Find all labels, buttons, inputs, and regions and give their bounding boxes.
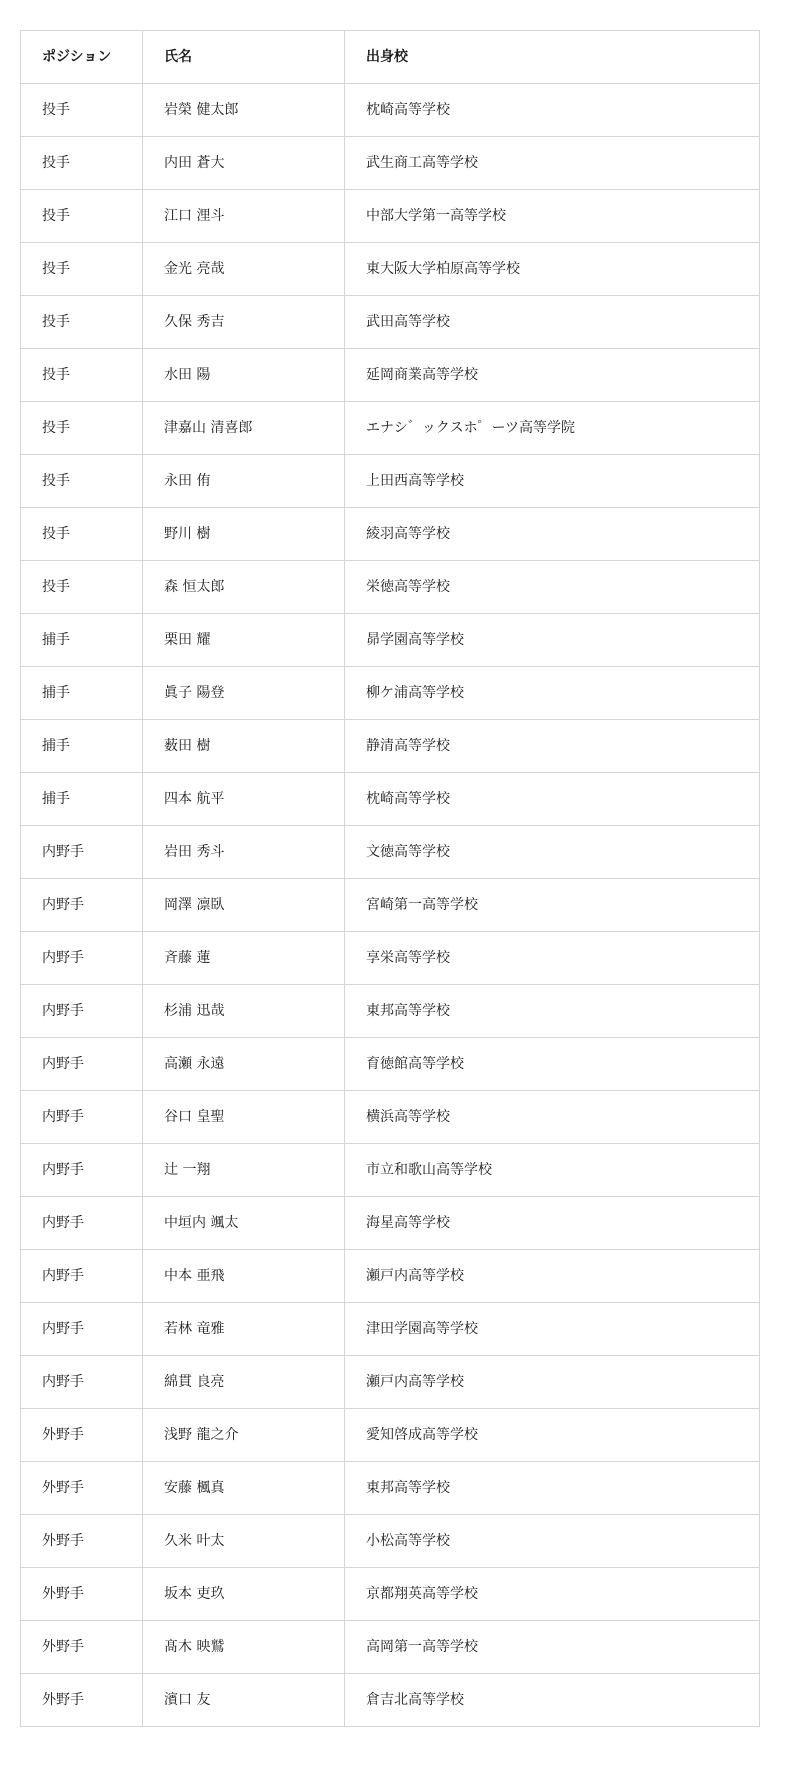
table-row bbox=[21, 137, 760, 190]
table-row bbox=[21, 84, 760, 137]
table-row bbox=[21, 720, 760, 773]
player-name-cell: 江口 浬斗 bbox=[143, 190, 345, 243]
roster-table bbox=[20, 30, 760, 1727]
player-name-cell: 岩榮 健太郎 bbox=[143, 84, 345, 137]
table-row bbox=[21, 243, 760, 296]
player-name-cell: 内田 蒼大 bbox=[143, 137, 345, 190]
player-name-cell: 浅野 龍之介 bbox=[143, 1409, 345, 1462]
position-cell: 投手 bbox=[21, 402, 143, 455]
table-header bbox=[21, 31, 760, 84]
school-cell: 上田西高等学校 bbox=[345, 455, 760, 508]
player-name-cell: 坂本 吏玖 bbox=[143, 1568, 345, 1621]
player-name-cell: 栗田 耀 bbox=[143, 614, 345, 667]
school-cell: 瀬戸内高等学校 bbox=[345, 1250, 760, 1303]
school-cell: 愛知啓成高等学校 bbox=[345, 1409, 760, 1462]
position-cell: 投手 bbox=[21, 296, 143, 349]
school-cell: 宮崎第一高等学校 bbox=[345, 879, 760, 932]
school-cell: 静清高等学校 bbox=[345, 720, 760, 773]
position-cell: 内野手 bbox=[21, 1144, 143, 1197]
position-cell: 内野手 bbox=[21, 1250, 143, 1303]
table-row bbox=[21, 1356, 760, 1409]
table-row bbox=[21, 1197, 760, 1250]
position-cell: 外野手 bbox=[21, 1515, 143, 1568]
column-header-name: 氏名 bbox=[143, 31, 345, 84]
school-cell: 延岡商業高等学校 bbox=[345, 349, 760, 402]
school-cell: 横浜高等学校 bbox=[345, 1091, 760, 1144]
player-name-cell: 綿貫 良亮 bbox=[143, 1356, 345, 1409]
position-cell: 投手 bbox=[21, 243, 143, 296]
player-name-cell: 水田 陽 bbox=[143, 349, 345, 402]
player-name-cell: 岡澤 凛臥 bbox=[143, 879, 345, 932]
position-cell: 投手 bbox=[21, 349, 143, 402]
player-name-cell: 森 恒太郎 bbox=[143, 561, 345, 614]
school-cell: エナシ゛ックスホ゜ーツ高等学院 bbox=[345, 402, 760, 455]
school-cell: 昴学園高等学校 bbox=[345, 614, 760, 667]
table-row bbox=[21, 296, 760, 349]
school-cell: 東大阪大学柏原高等学校 bbox=[345, 243, 760, 296]
table-row bbox=[21, 1621, 760, 1674]
position-cell: 投手 bbox=[21, 190, 143, 243]
player-name-cell: 中垣内 颯太 bbox=[143, 1197, 345, 1250]
header-row bbox=[21, 31, 760, 84]
player-name-cell: 津嘉山 清喜郎 bbox=[143, 402, 345, 455]
school-cell: 海星高等学校 bbox=[345, 1197, 760, 1250]
player-name-cell: 髙木 映鷲 bbox=[143, 1621, 345, 1674]
school-cell: 倉吉北高等学校 bbox=[345, 1674, 760, 1727]
school-cell: 武田高等学校 bbox=[345, 296, 760, 349]
player-name-cell: 杉浦 迅哉 bbox=[143, 985, 345, 1038]
table-row bbox=[21, 455, 760, 508]
school-cell: 育徳館高等学校 bbox=[345, 1038, 760, 1091]
school-cell: 柳ケ浦高等学校 bbox=[345, 667, 760, 720]
school-cell: 高岡第一高等学校 bbox=[345, 1621, 760, 1674]
table-row bbox=[21, 932, 760, 985]
table-row bbox=[21, 985, 760, 1038]
table-row bbox=[21, 561, 760, 614]
table-row bbox=[21, 1462, 760, 1515]
table-row bbox=[21, 508, 760, 561]
player-name-cell: 野川 樹 bbox=[143, 508, 345, 561]
table-row bbox=[21, 1568, 760, 1621]
position-cell: 捕手 bbox=[21, 773, 143, 826]
position-cell: 内野手 bbox=[21, 826, 143, 879]
table-row bbox=[21, 1515, 760, 1568]
table-row bbox=[21, 1409, 760, 1462]
player-name-cell: 眞子 陽登 bbox=[143, 667, 345, 720]
school-cell: 栄徳高等学校 bbox=[345, 561, 760, 614]
player-name-cell: 安藤 楓真 bbox=[143, 1462, 345, 1515]
position-cell: 投手 bbox=[21, 508, 143, 561]
position-cell: 投手 bbox=[21, 84, 143, 137]
table-row bbox=[21, 1674, 760, 1727]
table-row bbox=[21, 190, 760, 243]
table-row bbox=[21, 826, 760, 879]
position-cell: 外野手 bbox=[21, 1409, 143, 1462]
player-name-cell: 永田 侑 bbox=[143, 455, 345, 508]
school-cell: 武生商工高等学校 bbox=[345, 137, 760, 190]
player-name-cell: 岩田 秀斗 bbox=[143, 826, 345, 879]
player-name-cell: 薮田 樹 bbox=[143, 720, 345, 773]
table-row bbox=[21, 1038, 760, 1091]
table-row bbox=[21, 1250, 760, 1303]
position-cell: 捕手 bbox=[21, 614, 143, 667]
position-cell: 内野手 bbox=[21, 1038, 143, 1091]
position-cell: 投手 bbox=[21, 561, 143, 614]
position-cell: 外野手 bbox=[21, 1621, 143, 1674]
player-name-cell: 久米 叶太 bbox=[143, 1515, 345, 1568]
table-row bbox=[21, 667, 760, 720]
school-cell: 枕崎高等学校 bbox=[345, 773, 760, 826]
player-name-cell: 斉藤 蓮 bbox=[143, 932, 345, 985]
school-cell: 文徳高等学校 bbox=[345, 826, 760, 879]
position-cell: 内野手 bbox=[21, 879, 143, 932]
table-row bbox=[21, 614, 760, 667]
player-name-cell: 濱口 友 bbox=[143, 1674, 345, 1727]
school-cell: 東邦高等学校 bbox=[345, 985, 760, 1038]
position-cell: 内野手 bbox=[21, 1356, 143, 1409]
position-cell: 内野手 bbox=[21, 932, 143, 985]
position-cell: 投手 bbox=[21, 455, 143, 508]
school-cell: 小松高等学校 bbox=[345, 1515, 760, 1568]
school-cell: 東邦高等学校 bbox=[345, 1462, 760, 1515]
column-header-position: ポジション bbox=[21, 31, 143, 84]
position-cell: 捕手 bbox=[21, 667, 143, 720]
player-name-cell: 辻 一翔 bbox=[143, 1144, 345, 1197]
position-cell: 内野手 bbox=[21, 985, 143, 1038]
player-name-cell: 久保 秀吉 bbox=[143, 296, 345, 349]
player-name-cell: 谷口 皇聖 bbox=[143, 1091, 345, 1144]
school-cell: 津田学園高等学校 bbox=[345, 1303, 760, 1356]
table-row bbox=[21, 879, 760, 932]
table-body bbox=[21, 84, 760, 1727]
column-header-school: 出身校 bbox=[345, 31, 760, 84]
school-cell: 中部大学第一高等学校 bbox=[345, 190, 760, 243]
player-name-cell: 高瀬 永遠 bbox=[143, 1038, 345, 1091]
table-row bbox=[21, 349, 760, 402]
school-cell: 綾羽高等学校 bbox=[345, 508, 760, 561]
player-name-cell: 若林 竜雅 bbox=[143, 1303, 345, 1356]
school-cell: 市立和歌山高等学校 bbox=[345, 1144, 760, 1197]
position-cell: 内野手 bbox=[21, 1197, 143, 1250]
player-name-cell: 四本 航平 bbox=[143, 773, 345, 826]
player-name-cell: 金光 亮哉 bbox=[143, 243, 345, 296]
school-cell: 享栄高等学校 bbox=[345, 932, 760, 985]
position-cell: 捕手 bbox=[21, 720, 143, 773]
position-cell: 外野手 bbox=[21, 1674, 143, 1727]
position-cell: 外野手 bbox=[21, 1568, 143, 1621]
table-row bbox=[21, 1303, 760, 1356]
position-cell: 内野手 bbox=[21, 1091, 143, 1144]
school-cell: 京都翔英高等学校 bbox=[345, 1568, 760, 1621]
player-name-cell: 中本 亜飛 bbox=[143, 1250, 345, 1303]
table-row bbox=[21, 1091, 760, 1144]
school-cell: 瀬戸内高等学校 bbox=[345, 1356, 760, 1409]
table-row bbox=[21, 1144, 760, 1197]
table-row bbox=[21, 402, 760, 455]
position-cell: 内野手 bbox=[21, 1303, 143, 1356]
school-cell: 枕崎高等学校 bbox=[345, 84, 760, 137]
position-cell: 投手 bbox=[21, 137, 143, 190]
position-cell: 外野手 bbox=[21, 1462, 143, 1515]
table-row bbox=[21, 773, 760, 826]
